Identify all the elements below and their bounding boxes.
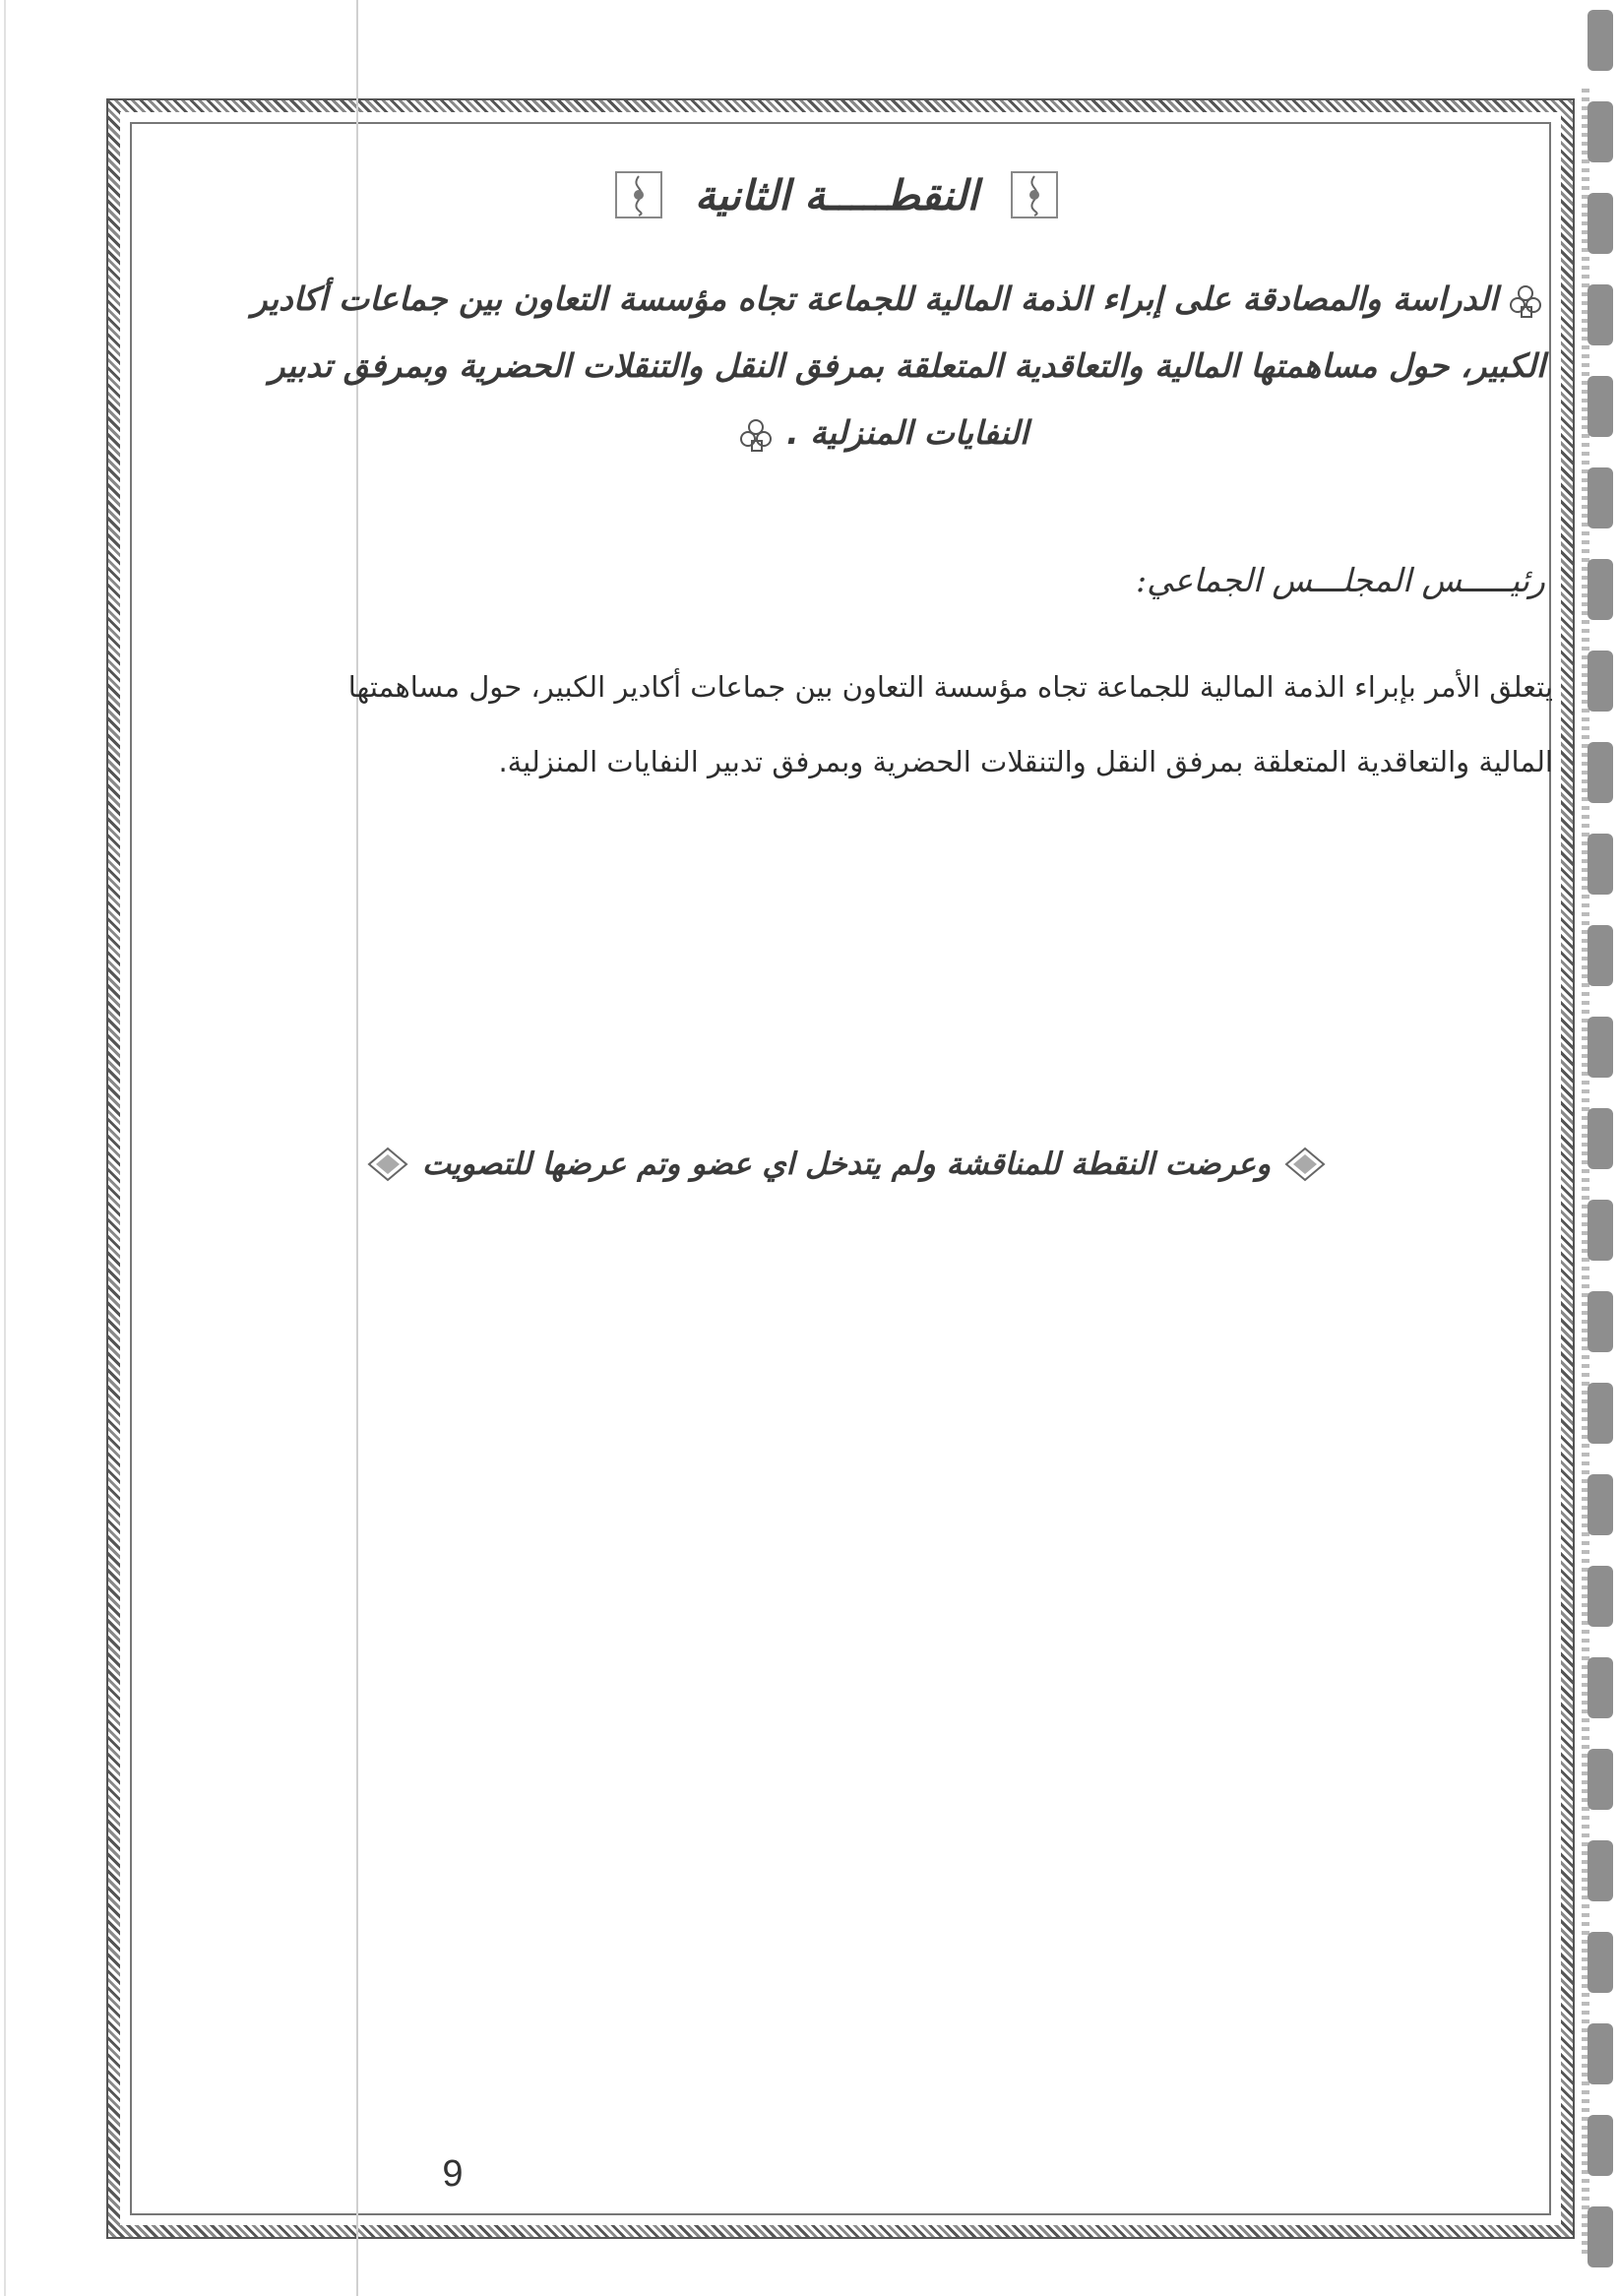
binder-hole (1588, 2023, 1613, 2084)
diamond-ornament-icon (365, 1145, 410, 1184)
binder-hole (1588, 2206, 1613, 2267)
fleur-ornament-icon (612, 168, 665, 221)
intro-text-3: النفايات المنزلية . (786, 413, 1028, 452)
intro-line-3 (172, 400, 1028, 466)
binder-hole (1588, 559, 1613, 620)
vote-statement-row (340, 1130, 1353, 1199)
intro-line-1 (172, 266, 1545, 333)
binder-hole (1588, 1291, 1613, 1352)
binder-hole (1588, 1749, 1613, 1810)
scan-edge (4, 0, 6, 2296)
binder-hole (1588, 1657, 1613, 1718)
binder-hole (1588, 925, 1613, 986)
binder-hole (1588, 834, 1613, 895)
body-line-2: المالية والتعاقدية المتعلقة بمرفق النقل والتنقلات الحضرية وبمرفق تدبير النفايات المنزلية. (498, 745, 1553, 778)
page-number: 9 (442, 2153, 464, 2195)
binder-hole (1588, 1383, 1613, 1444)
vote-statement: وعرضت النقطة للمناقشة ولم يتدخل اي عضو وتم عرضها للتصويت (421, 1147, 1272, 1182)
body-paragraph (157, 650, 1553, 799)
title-row (591, 155, 1083, 234)
section-title: النقطـــــة الثانية (694, 170, 979, 219)
binder-hole (1588, 1108, 1613, 1169)
binder-hole (1588, 651, 1613, 712)
flower-bullet-icon (736, 415, 776, 455)
binder-hole (1588, 742, 1613, 803)
binder-hole (1588, 2115, 1613, 2176)
binder-hole (1588, 376, 1613, 437)
binder-hole (1588, 1840, 1613, 1901)
binder-hole (1588, 101, 1613, 162)
flower-bullet-icon (1506, 281, 1545, 321)
intro-line-2: الكبير، حول مساهمتها المالية والتعاقدية المتعلقة بمرفق النقل والتنقلات الحضرية وبمرفق تدبير (269, 346, 1545, 385)
binder-hole (1588, 1566, 1613, 1627)
binder-hole (1588, 1474, 1613, 1535)
intro-paragraph (172, 266, 1545, 466)
body-line-1: يتعلق الأمر بإبراء الذمة المالية للجماعة تجاه مؤسسة التعاون بين جماعات أكادير الكبير، حول مساهمتها (347, 670, 1553, 704)
binder-hole (1588, 1932, 1613, 1993)
binder-hole (1588, 284, 1613, 345)
fleur-ornament-icon (1008, 168, 1061, 221)
binder-hole (1588, 10, 1613, 71)
binder-hole (1588, 1017, 1613, 1078)
binder-holes (1584, 0, 1613, 2296)
binder-hole (1588, 193, 1613, 254)
speaker-label: رئيـــــس المجلـــس الجماعي: (1135, 561, 1545, 599)
diamond-ornament-icon (1282, 1145, 1328, 1184)
binder-hole (1588, 467, 1613, 528)
binder-hole (1588, 1200, 1613, 1261)
intro-text-1: الدراسة والمصادقة على إبراء الذمة المالية للجماعة تجاه مؤسسة التعاون بين جماعات أكادير (251, 279, 1498, 318)
